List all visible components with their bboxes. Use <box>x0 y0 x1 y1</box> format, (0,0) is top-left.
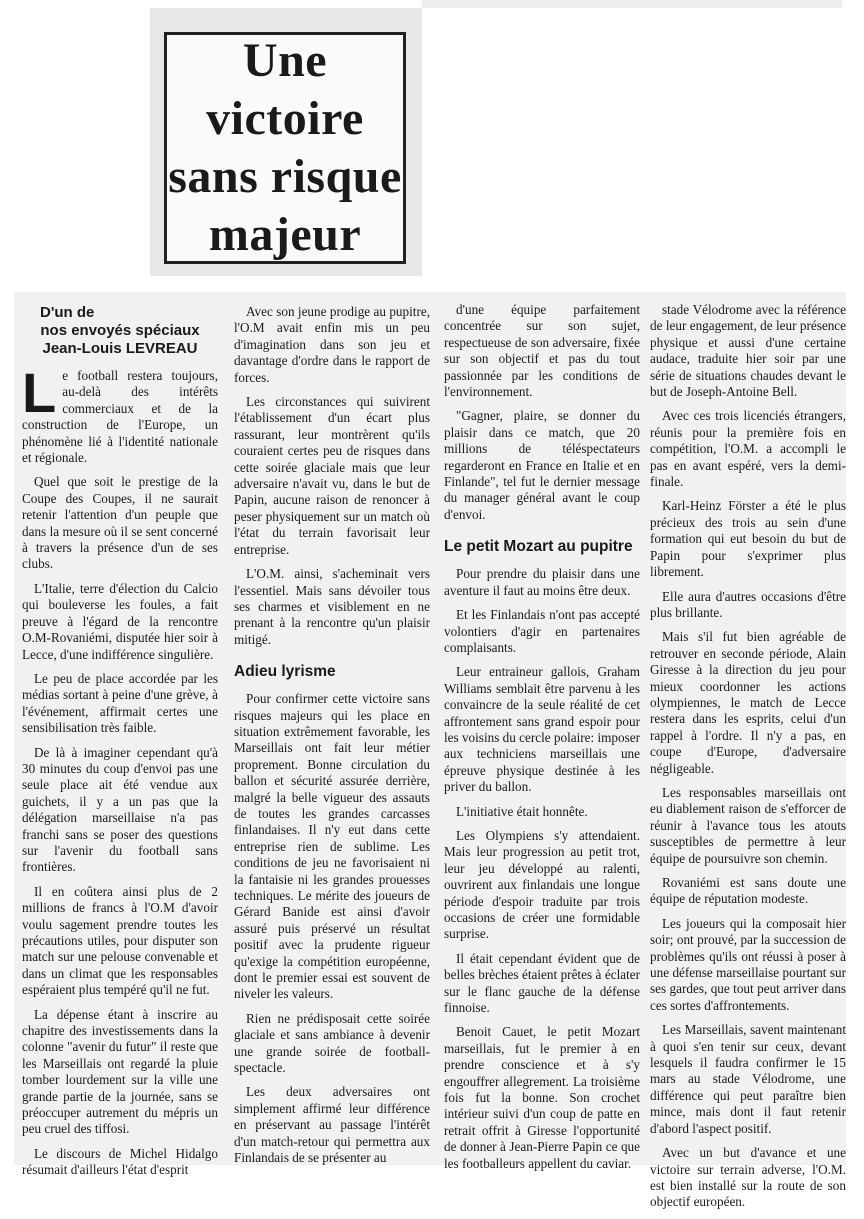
drop-cap: L <box>22 361 57 424</box>
byline-author: Jean-Louis LEVREAU <box>42 340 198 357</box>
paragraph: Le peu de place accordée par les médias sortant à peine d'une grève, à l'événement, affirmait certes une sensibilisation très faible. <box>22 670 218 736</box>
headline-line-3: majeur <box>208 208 362 261</box>
headline-panel <box>150 8 422 276</box>
paragraph: Les Olympiens s'y attendaient. Mais leur progression au petit trot, leur jeu développé au ralenti, ouvrirent aux finlandais une longue période d'espoir traduite par trois occasions de créer une formidable surprise. <box>444 827 640 942</box>
paragraph: Avec un but d'avance et une victoire sur terrain adverse, l'O.M. est bien installé sur la route de son objectif européen. <box>650 1145 846 1210</box>
paragraph: Le discours de Michel Hidalgo résumait d'ailleurs l'état d'esprit <box>22 1145 218 1178</box>
byline-line-1: D'un de <box>40 304 95 321</box>
paragraph: Benoit Cauet, le petit Mozart marseillais, fut le premier à en prendre conscience et à s'y engouffrer allegrement. La troisième fois fut la bonne. Son crochet intérieur suivi d'un coup de patte en retrait offrit à Giresse l'opportunité de donner à Jean-Pierre Papin ce que les footballeurs appellent du caviar. <box>444 1024 640 1171</box>
paragraph: L'initiative était honnête. <box>456 803 588 819</box>
paragraph: stade Vélodrome avec la référence de leur engagement, de leur présence physique et aussi d'une certaine audace, traduite hier soir par une série de situations chaudes devant le but de Joseph-Antoine Bell. <box>650 302 846 400</box>
paragraph: Avec son jeune prodige au pupitre, l'O.M avait enfin mis un peu d'imagination dans son jeu et davantage d'ordre dans le rapport de forces. <box>234 304 430 385</box>
paragraph: Les deux adversaires ont simplement affirmé leur différence en préservant au passage l'intérêt d'un match-retour qui permettra aux Finlandais de se présenter au <box>234 1084 430 1166</box>
paragraph: Elle aura d'autres occasions d'être plus brillante. <box>650 588 846 620</box>
paragraph: Il était cependant évident que de belles brèches étaient prêtes à éclater sur le flanc gauche de la défense finnoise. <box>444 950 640 1016</box>
column-2 <box>234 304 430 1175</box>
paragraph: De là à imaginer cependant qu'à 30 minutes du coup d'envoi pas une seule place ait été vendue aux guichets, il y a un pas que la délégation marseillaise n'a pas franchi sans se poser des questions sur l'avenir du football sans frontières. <box>22 744 218 875</box>
column-3 <box>444 302 640 1180</box>
column-1 <box>22 292 218 1187</box>
column-4 <box>650 302 846 1219</box>
paragraph: Et les Finlandais n'ont pas accepté volontiers d'agir en partenaires complaisants. <box>444 607 640 655</box>
paragraph: La dépense étant à inscrire au chapitre des investissements dans la colonne "avenir du futur" il reste que les Marseillais ont regardé la pluie tomber lourdement sur la ville une grande partie de la journée, sans se préoccuper autrement du mépris un peu cruel des tiffosi. <box>22 1006 218 1137</box>
paragraph: Les joueurs qui la composait hier soir; ont prouvé, par la succession de problèmes qu'ils ont réussi à poser à une défense marseillaise pourtant sur ses gardes, que tout peut arriver dans ces sortes d'affrontements. <box>650 915 846 1013</box>
paragraph: Pour confirmer cette victoire sans risques majeurs qui les place en situation extrêmement favorable, les Marseillais ont fait leur métier proprement. Bonne circulation du ballon et sécurité assurée derrière, malgré la belle vigueur des assauts de toutes les grandes carcasses finlandaises. Il n'y eut dans cette entreprise rien de sublime. Les conditions de jeu ne favorisaient ni la fantaisie ni les grandes prouesses techniques. Le mérite des joueurs de Gérard Banide est ainsi d'avoir assuré puis préservé un résultat positif avec la prudente rigueur qu'exige la compétition européenne, dont le premier essai est souvent de niveler les valeurs. <box>234 691 430 1002</box>
subheading: Le petit Mozart au pupitre <box>444 538 633 556</box>
paragraph: Les Marseillais, savent maintenant à quoi s'en tenir sur ceux, devant lesquels il faudra confirmer le 15 mars au stade Vélodrome, une différence qui peut paraître bien mince, mais dont il faut retenir d'abord l'aspect positif. <box>650 1022 846 1136</box>
paragraph: d'une équipe parfaitement concentrée sur son sujet, respectueuse de son adversaire, fixée sur son objectif et pas du tout passionnée par les conditions de l'environnement. <box>444 302 640 400</box>
paragraph: Avec ces trois licenciés étrangers, réunis pour la première fois en compétition, l'O.M. a accompli le pas en avant espéré, vers la demi-finale. <box>650 408 846 490</box>
paragraph: Il en coûtera ainsi plus de 2 millions de francs à l'O.M d'avoir voulu sagement prendre toutes les précautions utiles, pour disputer son match sur une pelouse convenable et dans un climat que les responsables espéraient plus tempéré qu'il ne fut. <box>22 883 218 998</box>
byline-line-2: nos envoyés spéciaux <box>40 322 200 339</box>
byline <box>22 304 218 358</box>
headline-line-2: sans risque <box>168 150 402 203</box>
paragraph: Karl-Heinz Förster a été le plus précieux des trois au sein d'une formation qui eut besoin du but de Papin pour s'exprimer plus librement. <box>650 498 846 580</box>
paragraph: Rien ne prédisposait cette soirée glaciale et sans ambiance à devenir une grande soirée de football-spectacle. <box>234 1010 430 1076</box>
paragraph: Rovaniémi est sans doute une équipe de réputation modeste. <box>650 875 846 907</box>
scan-band <box>422 0 842 8</box>
paragraph: Leur entraineur gallois, Graham Williams semblait être parvenu à les convaincre de la seule réalité de cet affrontement sans grand espoir pour les voisins du cercle polaire: imposer aux techniciens marseillais une épreuve physique destinée à les priver du ballon. <box>444 664 640 795</box>
paragraph: L'O.M. ainsi, s'acheminait vers l'essentiel. Mais sans dévoiler tous ses charmes et visiblement en ne prenant à la rencontre qu'un plaisir mitigé. <box>234 566 430 647</box>
headline <box>167 32 403 264</box>
paragraph: L'Italie, terre d'élection du Calcio qui bouleverse les foules, a fait preuve à l'égard de la rencontre O.M-Rovaniémi, disputée hier soir à Lecce, d'une indifférence singulière. <box>22 580 218 662</box>
article-body <box>14 292 846 1210</box>
paragraph: Les responsables marseillais ont eu diablement raison de s'efforcer de réunir à l'avance tous les atouts susceptibles de permettre à leur équipe de poursuivre son chemin. <box>650 784 846 866</box>
paragraph <box>22 361 218 466</box>
paragraph: "Gagner, plaire, se donner du plaisir dans ce match, que 20 millions de téléspectateurs regarderont en France en Italie et en Finlande", tel fut le dernier message du manager général avant le coup d'envoi. <box>444 408 640 522</box>
paragraph: Les circonstances qui suivirent l'établissement d'un écart plus rassurant, leur montrèrent qu'ils couraient certes peu de risques dans cette soirée glaciale mais que leur adversaire n'avait vu, dans le but de Papin, aucune raison de renoncer à peser physiquement sur un match où l'état du terrain favorisait leur entreprise. <box>234 394 430 557</box>
subheading: Adieu lyrisme <box>234 663 336 681</box>
paragraph-text: e football restera toujours, au-delà des intérêts commerciaux et de la construction de l'Europe, un phénomène lié à l'identité nationale et régionale. <box>22 368 218 466</box>
paragraph: Quel que soit le prestige de la Coupe des Coupes, il ne saurait retenir l'attention d'un peuple que dans la mesure où il se sent concerné à travers la présence d'un de ses clubs. <box>22 474 218 572</box>
paragraph: Pour prendre du plaisir dans une aventure il faut au moins être deux. <box>444 566 640 598</box>
headline-line-1: Une victoire <box>206 34 364 145</box>
paragraph: Mais s'il fut bien agréable de retrouver en seconde période, Alain Giresse à la direction du jeu pour mieux coordonner les actions olympiennes, le match de Lecce restera dans les esprits, celui d'un rappel à l'ordre. Il n'y a pas, en coupe d'Europe, d'adversaire négligeable. <box>650 629 846 776</box>
headline-box <box>164 32 406 264</box>
